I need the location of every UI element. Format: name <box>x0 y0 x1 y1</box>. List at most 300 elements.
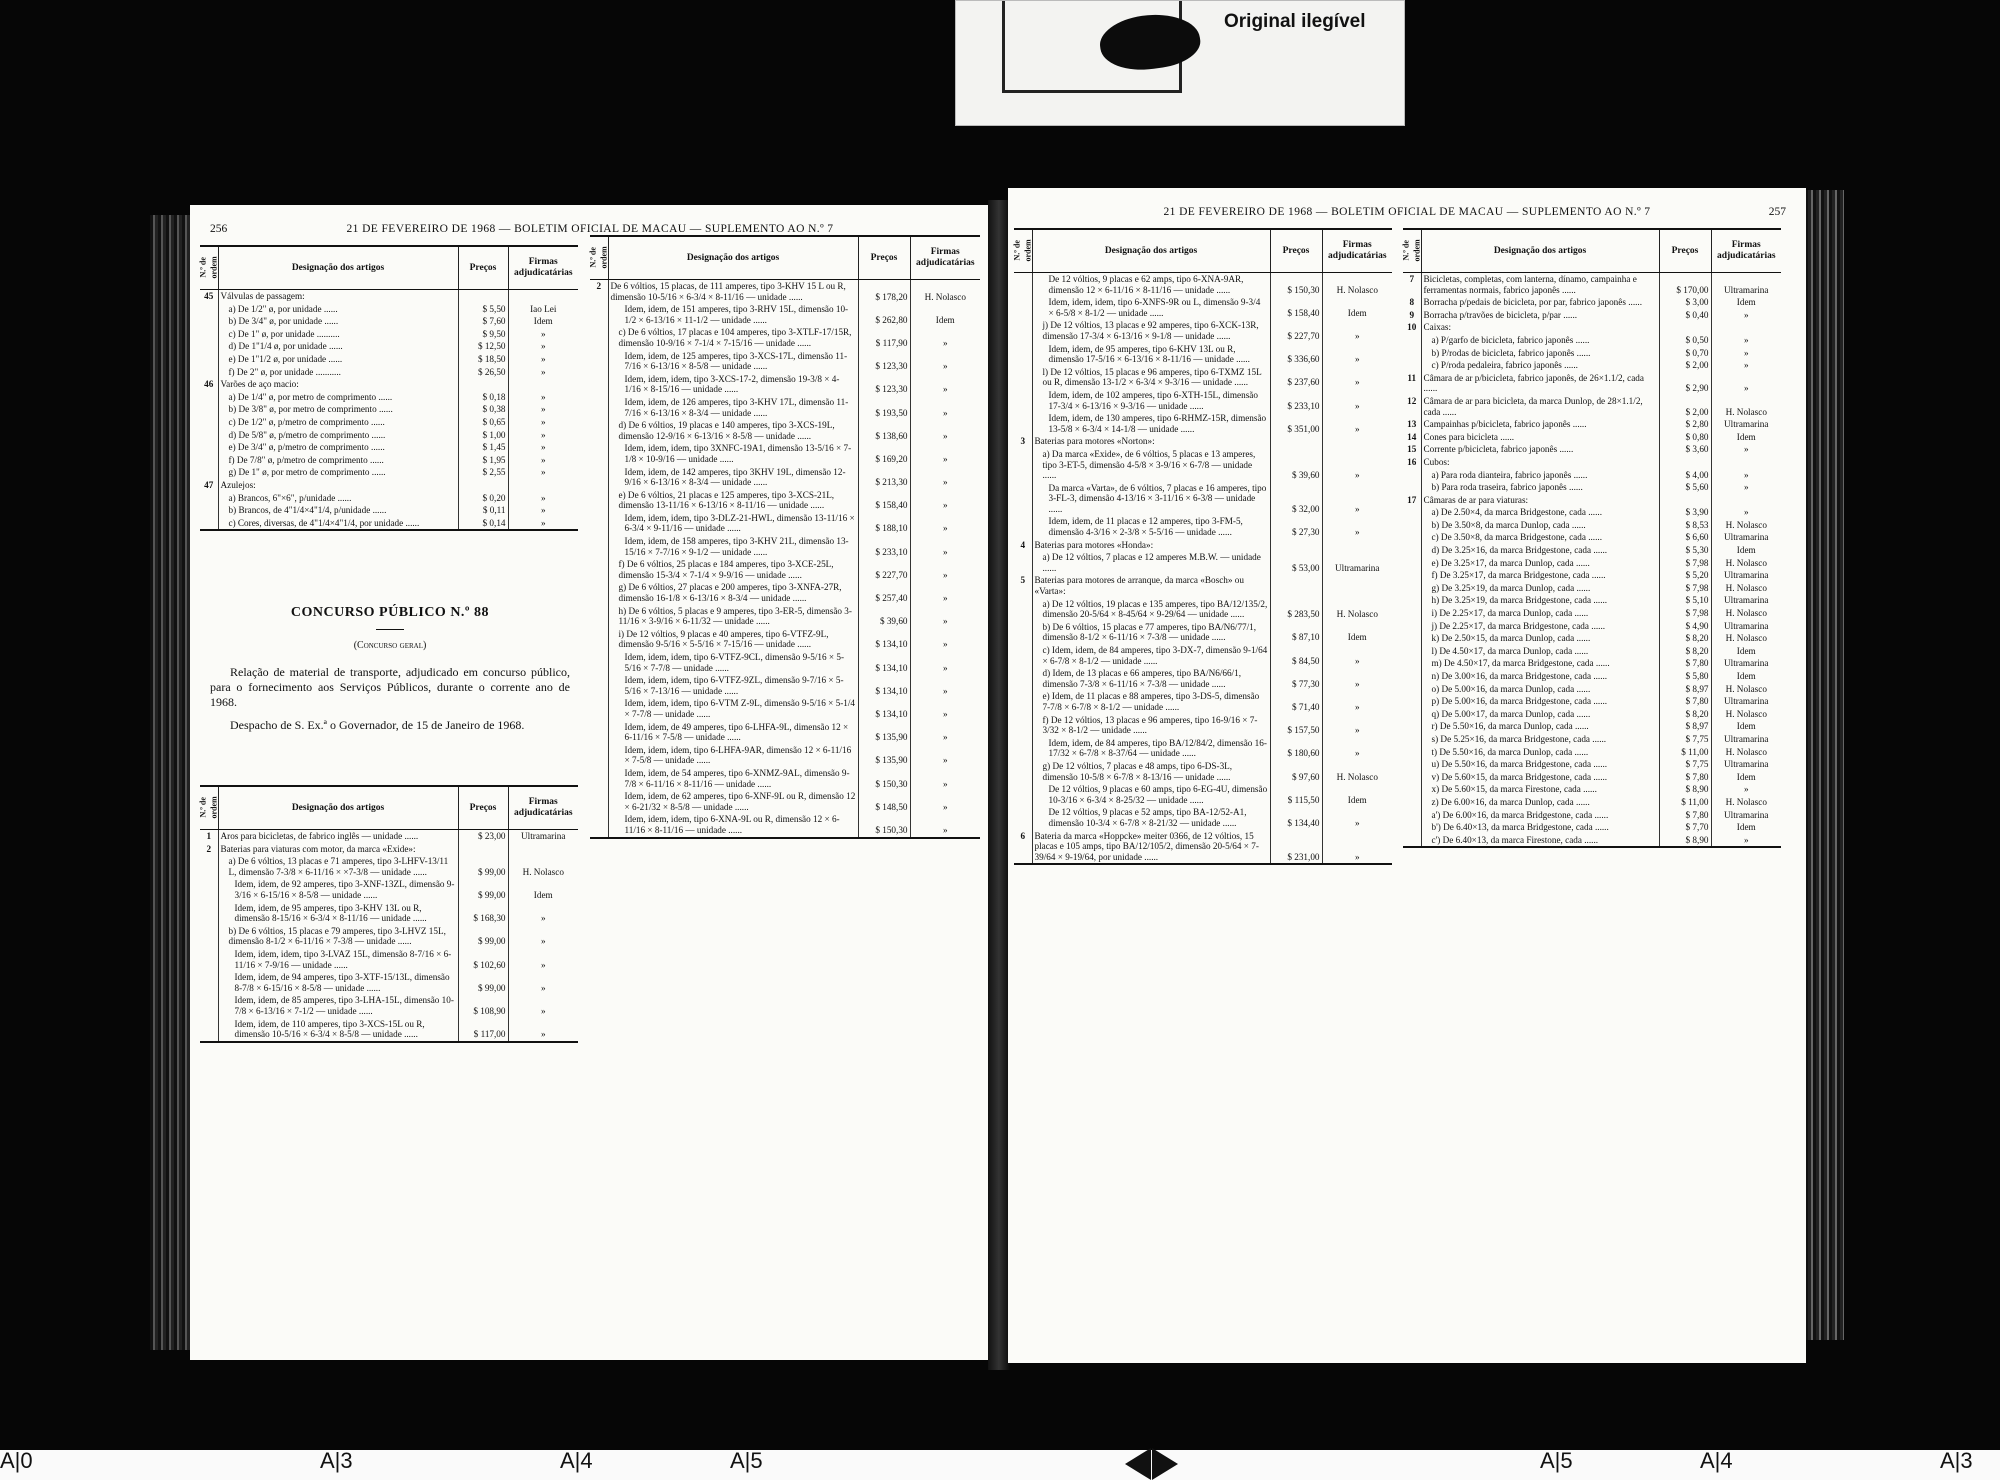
table-row <box>1403 834 1781 848</box>
right-header <box>1028 206 1786 222</box>
item-description: g) De 6 vóltios, 27 placas e 200 amperes, tipo 3-XNFA-27R, dimensão 16-1/8 × 6-13/16 × 8-3/4 — unidade ...... <box>608 581 858 604</box>
item-price: $ 8,97 <box>1659 720 1711 733</box>
table-row <box>1403 783 1781 796</box>
table-row <box>200 441 578 454</box>
item-description: a) Da marca «Exide», de 6 vóltios, 5 placas e 13 amperes, tipo 3-ET-5, dimensão 4-5/8 × 3-9/16 × 6-7/8 — unidade ...... <box>1032 448 1270 482</box>
table-row <box>590 326 980 349</box>
item-firm: » <box>508 366 578 379</box>
item-price: $ 8,53 <box>1659 519 1711 532</box>
item-number <box>200 1018 218 1042</box>
page-number-right: 257 <box>1768 206 1786 218</box>
table-row <box>200 948 578 971</box>
item-description: Baterias para viaturas com motor, da marca «Exide»: <box>218 843 458 856</box>
item-firm: » <box>910 697 980 720</box>
item-firm: H. Nolasco <box>1711 746 1781 759</box>
item-firm: » <box>508 403 578 416</box>
header-designacao: Designação dos artigos <box>608 236 858 280</box>
item-price: $ 3,90 <box>1659 506 1711 519</box>
table-row <box>590 350 980 373</box>
item-description: Idem, idem, idem, tipo 6-VTFZ-9CL, dimensão 9-5/16 × 5-5/16 × 7-7/8 — unidade ...... <box>608 651 858 674</box>
table-row <box>1403 359 1781 372</box>
item-description: c) De 6 vóltios, 17 placas e 104 amperes, tipo 3-XTLF-17/15R, dimensão 10-9/16 × 7-1/4 × 7-15/16 — unidade ...... <box>608 326 858 349</box>
item-firm: » <box>910 442 980 465</box>
table-row <box>1403 519 1781 532</box>
item-description: Idem, idem, de 126 amperes, tipo 3-KHV 17L, dimensão 11-7/16 × 6-13/16 × 8-3/4 — unidade ...... <box>608 396 858 419</box>
item-number <box>200 971 218 994</box>
item-number: 6 <box>1014 830 1032 865</box>
item-price: $ 115,50 <box>1270 783 1322 806</box>
item-price: $ 8,90 <box>1659 783 1711 796</box>
table-row <box>200 878 578 901</box>
item-price <box>458 378 508 391</box>
table-row <box>200 290 578 303</box>
item-number: 46 <box>204 379 214 390</box>
item-number <box>200 948 218 971</box>
item-price: $ 1,45 <box>458 441 508 454</box>
item-price: $ 8,20 <box>1659 645 1711 658</box>
table-row <box>1014 551 1392 574</box>
item-firm: » <box>910 605 980 628</box>
scale-mark: A|5 <box>1540 1448 1573 1473</box>
item-number <box>200 878 218 901</box>
item-price: $ 135,90 <box>858 721 910 744</box>
item-firm: H. Nolasco <box>508 855 578 878</box>
item-number <box>1014 737 1032 760</box>
item-description: h) De 6 vóltios, 5 placas e 9 amperes, tipo 3-ER-5, dimensão 3-11/16 × 3-9/16 × 6-11/32 — unidade ...... <box>608 605 858 628</box>
item-price: $ 71,40 <box>1270 690 1322 713</box>
item-price: $ 84,50 <box>1270 644 1322 667</box>
item-firm: Ultramarina <box>1711 657 1781 670</box>
item-number <box>1403 783 1421 796</box>
item-number <box>1014 621 1032 644</box>
item-price: $ 23,00 <box>458 830 508 843</box>
item-description: De 12 vóltios, 9 placas e 62 amps, tipo 6-XNA-9AR, dimensão 12 × 6-11/16 × 8-11/16 — unidade ...... <box>1032 273 1270 297</box>
item-firm <box>1322 574 1392 597</box>
item-number <box>590 535 608 558</box>
item-firm: » <box>1322 448 1392 482</box>
item-firm: » <box>508 340 578 353</box>
table-row <box>1403 372 1781 395</box>
item-description: b) De 6 vóltios, 15 placas e 77 amperes, tipo BA/N6/77/1, dimensão 8-1/2 × 6-11/16 × 7-3/8 — unidade ...... <box>1032 621 1270 644</box>
item-price: $ 8,97 <box>1659 683 1711 696</box>
item-description: a) De 2.50×4, da marca Bridgestone, cada ...... <box>1421 506 1659 519</box>
table-row <box>1014 783 1392 806</box>
table-row <box>200 492 578 505</box>
item-description: f) De 7/8" ø, p/metro de comprimento ...... <box>218 454 458 467</box>
item-price: $ 2,00 <box>1659 395 1711 418</box>
header-precos: Preços <box>858 236 910 280</box>
item-firm: H. Nolasco <box>1711 607 1781 620</box>
item-firm: » <box>508 504 578 517</box>
item-description: Caixas: <box>1421 321 1659 334</box>
table-row <box>1014 667 1392 690</box>
item-firm: » <box>508 1018 578 1042</box>
left-page <box>190 205 990 1360</box>
item-firm: » <box>1322 482 1392 516</box>
item-number <box>1403 657 1421 670</box>
divider <box>376 629 404 630</box>
item-firm: » <box>910 767 980 790</box>
item-firm <box>1711 456 1781 469</box>
item-firm: » <box>1711 469 1781 482</box>
table-row <box>200 902 578 925</box>
item-price: $ 134,40 <box>1270 806 1322 829</box>
item-description: Borracha p/pedais de bicicleta, por par, fabrico japonês ...... <box>1421 296 1659 309</box>
item-price: $ 8,90 <box>1659 834 1711 848</box>
table-row <box>590 419 980 442</box>
header-precos: Preços <box>1659 229 1711 273</box>
item-number <box>1014 551 1032 574</box>
table-row <box>1014 806 1392 829</box>
item-firm: Idem <box>1711 771 1781 784</box>
table-row <box>1014 690 1392 713</box>
item-description: f) De 6 vóltios, 25 placas e 184 amperes, tipo 3-XCE-25L, dimensão 15-3/4 × 7-1/4 × 9-9/16 — unidade ...... <box>608 558 858 581</box>
item-price: $ 5,80 <box>1659 670 1711 683</box>
item-firm: Idem <box>910 303 980 326</box>
table-row <box>1014 448 1392 482</box>
item-price: $ 99,00 <box>458 971 508 994</box>
item-description: e) Idem, de 11 placas e 88 amperes, tipo 3-DS-5, dimensão 7-7/8 × 6-7/8 × 8-1/2 — unidade ...... <box>1032 690 1270 713</box>
scale-mark: A|0 <box>0 1448 33 1473</box>
item-description: j) De 12 vóltios, 13 placas e 92 amperes, tipo 6-XCK-13R, dimensão 17-3/4 × 6-13/16 × 9-1/8 — unidade ...... <box>1032 319 1270 342</box>
item-price: $ 7,80 <box>1659 809 1711 822</box>
table-row <box>1403 443 1781 456</box>
item-firm: H. Nolasco <box>1322 760 1392 783</box>
item-firm: » <box>508 517 578 531</box>
item-firm: Idem <box>1322 621 1392 644</box>
item-number <box>1403 733 1421 746</box>
item-number <box>1403 645 1421 658</box>
item-number <box>1403 582 1421 595</box>
item-number <box>590 744 608 767</box>
item-price: $ 231,00 <box>1270 830 1322 865</box>
table-row <box>1403 708 1781 721</box>
table-row <box>1014 621 1392 644</box>
item-number <box>200 416 218 429</box>
item-description: c) De 3.50×8, da marca Bridgestone, cada ...... <box>1421 531 1659 544</box>
item-firm: » <box>910 558 980 581</box>
item-number: 9 <box>1409 309 1415 320</box>
item-number <box>1014 412 1032 435</box>
item-firm: Ultramarina <box>1322 551 1392 574</box>
item-price: $ 7,98 <box>1659 582 1711 595</box>
item-firm: » <box>1322 389 1392 412</box>
item-firm <box>508 479 578 492</box>
item-number <box>200 855 218 878</box>
item-description: a) De 1/4" ø, por metro de comprimento ...... <box>218 391 458 404</box>
item-firm: » <box>508 466 578 479</box>
item-number <box>590 790 608 813</box>
item-price: $ 99,00 <box>458 855 508 878</box>
item-price: $ 0,11 <box>458 504 508 517</box>
item-description: Varões de aço macio: <box>218 378 458 391</box>
item-price: $ 6,60 <box>1659 531 1711 544</box>
table-row <box>1403 347 1781 360</box>
item-number <box>590 326 608 349</box>
despacho-line: Despacho de S. Ex.ª o Governador, de 15 de Janeiro de 1968. <box>230 718 525 732</box>
table-row <box>590 558 980 581</box>
item-price: $ 135,90 <box>858 744 910 767</box>
item-price: $ 53,00 <box>1270 551 1322 574</box>
table-row <box>1403 506 1781 519</box>
book-gutter <box>988 200 1010 1370</box>
item-firm: Idem <box>1322 783 1392 806</box>
item-description: b) De 3.50×8, da marca Dunlop, cada ...... <box>1421 519 1659 532</box>
arrow-right-icon <box>1152 1448 1178 1480</box>
item-description: a) Brancos, 6"×6", p/unidade ...... <box>218 492 458 505</box>
item-description: Idem, idem, de 85 amperes, tipo 3-LHA-15L, dimensão 10-7/8 × 6-13/16 × 7-1/2 — unidade ...... <box>218 994 458 1017</box>
item-description: Válvulas de passagem: <box>218 290 458 303</box>
item-firm: » <box>1322 644 1392 667</box>
table-row <box>1403 557 1781 570</box>
item-number: 47 <box>204 479 214 490</box>
table-row <box>1403 594 1781 607</box>
item-firm: » <box>508 994 578 1017</box>
item-number: 2 <box>596 281 602 291</box>
item-description: Baterias para motores «Norton»: <box>1032 435 1270 448</box>
item-number <box>1403 359 1421 372</box>
header-ordem: N.º de ordem <box>590 236 608 280</box>
item-number <box>1403 607 1421 620</box>
item-description: u) De 5.50×16, da marca Bridgestone, cada ...... <box>1421 758 1659 771</box>
item-number <box>200 504 218 517</box>
table-row <box>1403 469 1781 482</box>
item-description: c) Cores, diversas, de 4"1/4×4"1/4, por unidade ...... <box>218 517 458 531</box>
item-price: $ 5,10 <box>1659 594 1711 607</box>
item-firm: » <box>1322 412 1392 435</box>
table-row <box>1403 607 1781 620</box>
item-firm: H. Nolasco <box>1711 395 1781 418</box>
left-col-c <box>590 235 980 839</box>
item-number <box>590 697 608 720</box>
item-description: i) De 2.25×17, da marca Dunlop, cada ...... <box>1421 607 1659 620</box>
item-firm: H. Nolasco <box>1711 683 1781 696</box>
item-description: Baterias para motores de arranque, da marca «Bosch» ou «Varta»: <box>1032 574 1270 597</box>
item-description: b) P/rodas de bicicleta, fabrico japonês ...... <box>1421 347 1659 360</box>
table-row <box>1403 733 1781 746</box>
table-row <box>1403 645 1781 658</box>
item-number <box>200 328 218 341</box>
item-firm: » <box>910 350 980 373</box>
item-price <box>458 479 508 492</box>
item-description: Idem, idem, idem, tipo 6-LHFA-9AR, dimensão 12 × 6-11/16 × 7-5/8 — unidade ...... <box>608 744 858 767</box>
item-price: $ 7,98 <box>1659 557 1711 570</box>
item-price: $ 7,75 <box>1659 758 1711 771</box>
item-description: Borracha p/travões de bicicleta, p/par ...... <box>1421 309 1659 322</box>
item-firm: Idem <box>1711 720 1781 733</box>
table-bicycle-items <box>1403 228 1781 848</box>
table-row <box>590 721 980 744</box>
item-number <box>200 429 218 442</box>
table-row <box>1403 695 1781 708</box>
item-price: $ 0,70 <box>1659 347 1711 360</box>
table-row <box>200 466 578 479</box>
table-row <box>200 479 578 492</box>
header-precos: Preços <box>458 786 508 830</box>
item-number <box>590 674 608 697</box>
item-firm: » <box>508 971 578 994</box>
item-price: $ 158,40 <box>858 489 910 512</box>
item-firm: H. Nolasco <box>1711 557 1781 570</box>
item-firm: » <box>1711 506 1781 519</box>
item-price: $ 2,00 <box>1659 359 1711 372</box>
item-number <box>590 721 608 744</box>
table-row <box>1014 574 1392 597</box>
item-price: $ 7,80 <box>1659 657 1711 670</box>
item-price: $ 193,50 <box>858 396 910 419</box>
item-number: 12 <box>1407 395 1417 406</box>
item-firm: » <box>508 948 578 971</box>
table-row <box>1014 760 1392 783</box>
item-number <box>590 303 608 326</box>
item-number <box>1014 515 1032 538</box>
item-price: $ 123,30 <box>858 373 910 396</box>
table-row <box>1403 758 1781 771</box>
item-description: c) De 1/2" ø, p/metro de comprimento ...... <box>218 416 458 429</box>
header-firmas: Firmas adjudicatárias <box>1711 229 1781 273</box>
table-row <box>1014 319 1392 342</box>
item-price: $ 117,90 <box>858 326 910 349</box>
item-description: Corrente p/bicicleta, fabrico japonês ...... <box>1421 443 1659 456</box>
item-number: 17 <box>1407 494 1417 505</box>
item-number <box>200 403 218 416</box>
table-items-45-47 <box>200 245 578 531</box>
item-description: h) De 3.25×19, da marca Bridgestone, cada ...... <box>1421 594 1659 607</box>
item-price: $ 123,30 <box>858 350 910 373</box>
item-price: $ 108,90 <box>458 994 508 1017</box>
item-description: b') De 6.40×13, da marca Bridgestone, cada ...... <box>1421 821 1659 834</box>
item-firm: » <box>1322 515 1392 538</box>
item-price: $ 4,90 <box>1659 620 1711 633</box>
table-row <box>590 697 980 720</box>
table-row <box>1403 620 1781 633</box>
item-price: $ 170,00 <box>1659 273 1711 297</box>
item-number: 11 <box>1407 372 1417 383</box>
item-number <box>1403 347 1421 360</box>
item-firm: » <box>910 628 980 651</box>
item-number <box>1403 809 1421 822</box>
item-number <box>1403 746 1421 759</box>
item-number <box>590 628 608 651</box>
table-row <box>1403 657 1781 670</box>
item-number: 2 <box>206 843 212 854</box>
item-firm: Ultramarina <box>1711 594 1781 607</box>
item-firm: Idem <box>1711 821 1781 834</box>
item-price: $ 2,55 <box>458 466 508 479</box>
table-row <box>1014 343 1392 366</box>
item-price: $ 0,40 <box>1659 309 1711 322</box>
table-row <box>590 535 980 558</box>
item-number <box>1403 506 1421 519</box>
left-col-a <box>200 245 578 531</box>
item-number <box>200 441 218 454</box>
item-price: $ 32,00 <box>1270 482 1322 516</box>
table-row <box>590 767 980 790</box>
item-firm: Ultramarina <box>1711 758 1781 771</box>
table-row <box>590 605 980 628</box>
item-price: $ 188,10 <box>858 512 910 535</box>
item-description: t) De 5.50×16, da marca Dunlop, cada ...... <box>1421 746 1659 759</box>
header-ordem: N.º de ordem <box>200 246 218 290</box>
item-firm: » <box>1322 806 1392 829</box>
item-number <box>1403 670 1421 683</box>
header-firmas: Firmas adjudicatárias <box>1322 229 1392 273</box>
item-number: 14 <box>1407 431 1417 442</box>
item-price: $ 0,18 <box>458 391 508 404</box>
item-firm: » <box>508 441 578 454</box>
table-row <box>1403 395 1781 418</box>
running-title-left: 21 DE FEVEREIRO DE 1968 — BOLETIM OFICIAL DE MACAU — SUPLEMENTO AO N.º 7 <box>346 223 834 235</box>
item-number <box>590 373 608 396</box>
item-price: $ 134,10 <box>858 674 910 697</box>
item-number <box>1403 796 1421 809</box>
item-firm: » <box>1711 372 1781 395</box>
item-price: $ 7,60 <box>458 315 508 328</box>
item-firm <box>508 843 578 856</box>
item-firm: » <box>1322 830 1392 865</box>
item-price: $ 336,60 <box>1270 343 1322 366</box>
item-firm: Ultramarina <box>1711 569 1781 582</box>
item-price <box>1659 321 1711 334</box>
item-description: a) De 12 vóltios, 7 placas e 12 amperes M.B.W. — unidade ...... <box>1032 551 1270 574</box>
item-price: $ 5,20 <box>1659 569 1711 582</box>
item-number <box>1403 708 1421 721</box>
item-price: $ 213,30 <box>858 466 910 489</box>
item-description: Cubos: <box>1421 456 1659 469</box>
item-number: 13 <box>1407 419 1417 430</box>
table-row <box>1014 598 1392 621</box>
item-number <box>1403 695 1421 708</box>
item-number <box>1403 594 1421 607</box>
item-number <box>1014 667 1032 690</box>
header-designacao: Designação dos artigos <box>1421 229 1659 273</box>
item-description: j) De 2.25×17, da marca Bridgestone, cada ...... <box>1421 620 1659 633</box>
item-description: a) De 1/2" ø, por unidade ...... <box>218 303 458 316</box>
table-row <box>1403 309 1781 322</box>
item-description: Idem, idem, idem, tipo 6-XNA-9L ou R, dimensão 12 × 6-11/16 × 8-11/16 — unidade ...... <box>608 813 858 837</box>
item-number <box>200 902 218 925</box>
item-number: 5 <box>1020 575 1026 586</box>
item-firm: » <box>910 396 980 419</box>
table-row <box>1403 456 1781 469</box>
item-price: $ 39,60 <box>1270 448 1322 482</box>
item-firm: » <box>1711 359 1781 372</box>
item-description: f) De 12 vóltios, 13 placas e 96 amperes, tipo 16-9/16 × 7-3/32 × 8-1/2 — unidade ...... <box>1032 714 1270 737</box>
item-description: a) Para roda dianteira, fabrico japonês ...... <box>1421 469 1659 482</box>
item-number <box>200 353 218 366</box>
item-description: g) De 12 vóltios, 7 placas e 48 amps, tipo 6-DS-3L, dimensão 10-5/8 × 6-7/8 × 8-13/16 — unidade ...... <box>1032 760 1270 783</box>
item-description: Câmara de ar para bicicleta, da marca Dunlop, de 28×1.1/2, cada ...... <box>1421 395 1659 418</box>
item-price: $ 180,60 <box>1270 737 1322 760</box>
item-number <box>1403 544 1421 557</box>
label-box <box>1002 1 1182 93</box>
item-firm: » <box>1322 319 1392 342</box>
item-firm: » <box>910 651 980 674</box>
item-price <box>1270 539 1322 552</box>
item-price: $ 351,00 <box>1270 412 1322 435</box>
table-row <box>590 396 980 419</box>
item-firm <box>1322 539 1392 552</box>
item-firm: Idem <box>1322 296 1392 319</box>
item-description: Idem, idem, de 142 amperes, tipo 3KHV 19L, dimensão 12-9/16 × 6-13/16 × 8-3/4 — unidade ...... <box>608 466 858 489</box>
item-number: 16 <box>1407 456 1417 467</box>
right-page-edge <box>1800 190 1844 1340</box>
item-price: $ 5,50 <box>458 303 508 316</box>
table-row <box>1014 515 1392 538</box>
item-number <box>590 651 608 674</box>
page-number-left: 256 <box>210 223 228 235</box>
table-row <box>200 925 578 948</box>
